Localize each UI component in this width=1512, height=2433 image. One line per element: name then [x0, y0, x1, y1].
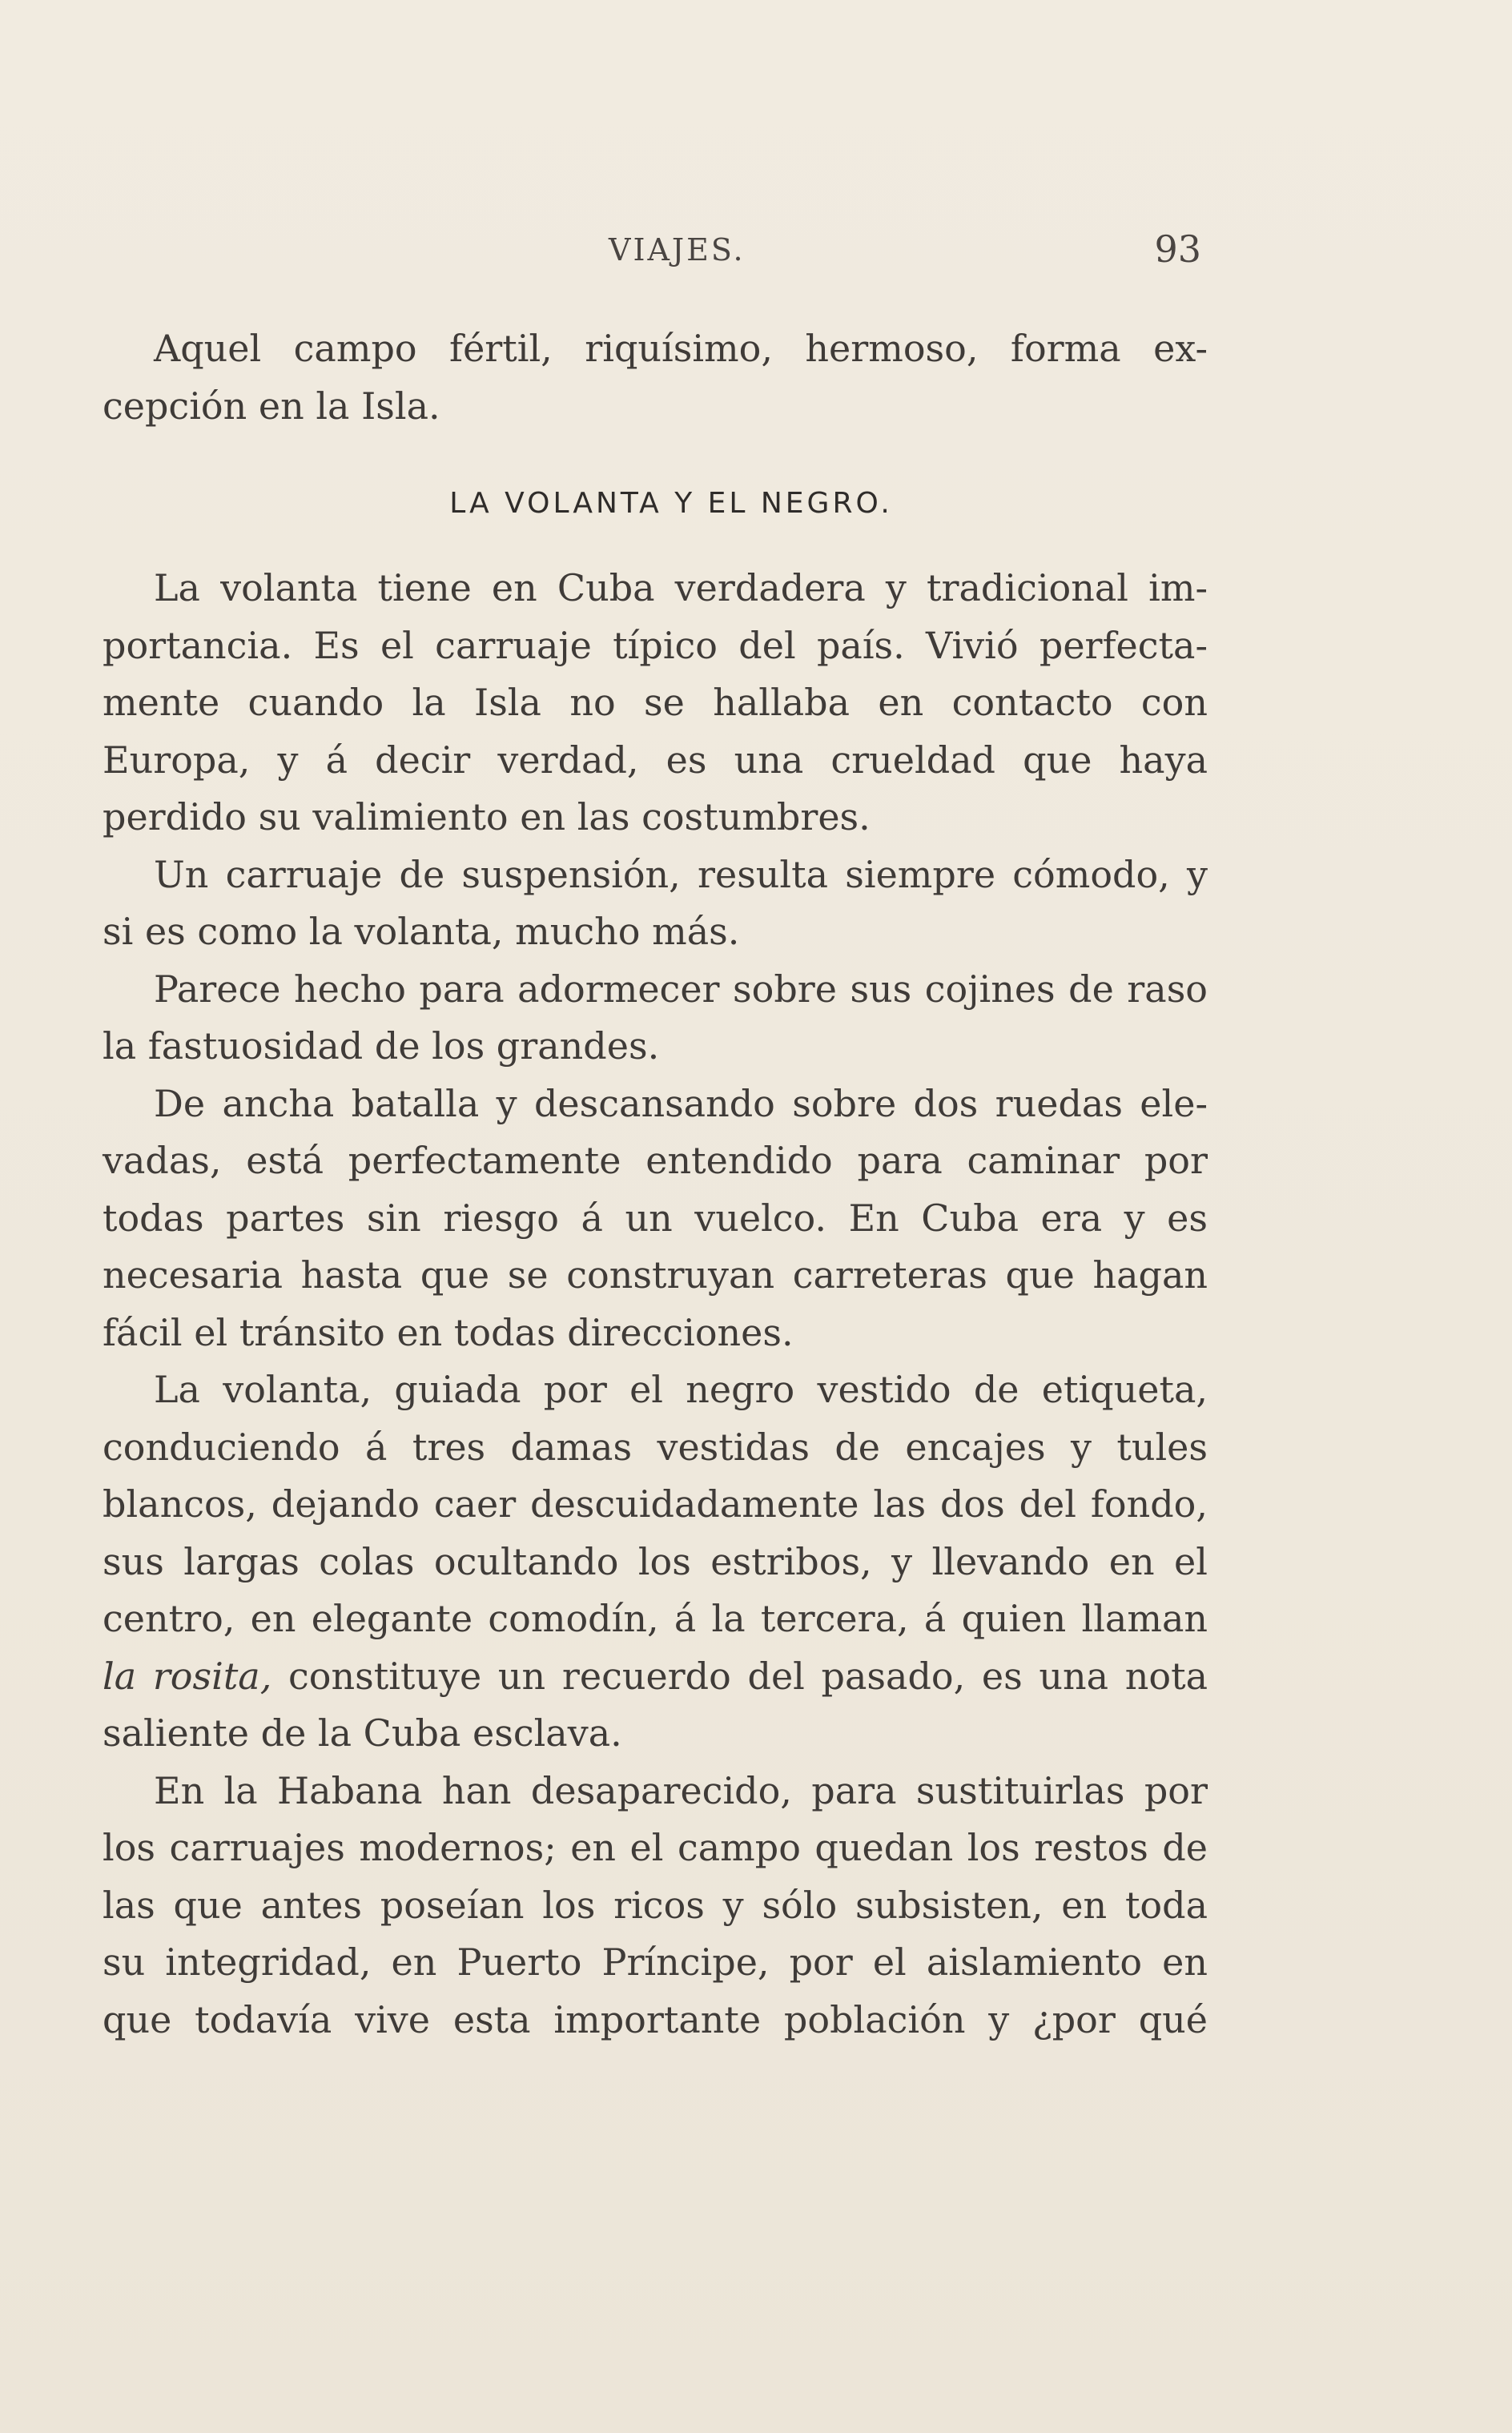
text-line: cepción en la Isla. — [103, 384, 440, 428]
italic-phrase: la rosita, — [103, 1654, 272, 1698]
text-line: conduciendo á tres damas vestidas de encajes y tules — [103, 1425, 1208, 1469]
text-line: perdido su valimiento en las costumbres. — [103, 795, 871, 838]
text-line: su integridad, en Puerto Príncipe, por el aislamiento en — [103, 1940, 1208, 1984]
text-line: sus largas colas ocultando los estribos, y llevando en el — [103, 1539, 1208, 1583]
text-line: mente cuando la Isla no se hallaba en contacto con — [103, 681, 1208, 724]
text-line: Parece hecho para adormecer sobre sus cojines de raso — [154, 967, 1208, 1011]
section-heading: LA VOLANTA Y EL NEGRO. — [449, 487, 893, 520]
text-line: los carruajes modernos; en el campo quedan los restos de — [103, 1826, 1208, 1869]
text-line: Europa, y á decir verdad, es una crueldad que haya — [103, 738, 1208, 782]
text-line: que todavía vive esta importante población y ¿por qué — [103, 1997, 1208, 2041]
page-header — [112, 227, 1201, 280]
text-line: blancos, dejando caer descuidadamente las dos del fondo, — [103, 1482, 1208, 1526]
text-line-with-italic — [103, 1648, 1208, 1706]
text-line: saliente de la Cuba esclava. — [103, 1711, 622, 1755]
text-fragment: constituye un recuerdo del pasado, es una nota — [271, 1654, 1208, 1698]
text-line: En la Habana han desaparecido, para sustituirlas por — [154, 1768, 1208, 1812]
page-number: 93 — [1154, 227, 1201, 271]
text-line: centro, en elegante comodín, á la tercera, á quien llaman — [103, 1597, 1208, 1640]
text-line: vadas, está perfectamente entendido para caminar por — [103, 1139, 1208, 1182]
text-line: las que antes poseían los ricos y sólo subsisten, en toda — [103, 1883, 1208, 1927]
text-line: la fastuosidad de los grandes. — [103, 1024, 660, 1068]
text-line: La volanta, guiada por el negro vestido de etiqueta, — [154, 1368, 1208, 1411]
text-line: De ancha batalla y descansando sobre dos ruedas ele- — [154, 1081, 1208, 1125]
text-line: Un carruaje de suspensión, resulta siempre cómodo, y — [154, 852, 1208, 896]
text-line: si es como la volanta, mucho más. — [103, 910, 740, 953]
text-line: La volanta tiene en Cuba verdadera y tradicional im- — [154, 566, 1208, 609]
text-line: portancia. Es el carruaje típico del país. Vivió perfecta- — [103, 623, 1208, 667]
text-line: necesaria hasta que se construyan carreteras que hagan — [103, 1253, 1208, 1297]
running-title: VIAJES. — [609, 232, 746, 267]
text-line: todas partes sin riesgo á un vuelco. En Cuba era y es — [103, 1196, 1208, 1240]
text-line: fácil el tránsito en todas direcciones. — [103, 1310, 794, 1354]
text-line: Aquel campo fértil, riquísimo, hermoso, forma ex- — [154, 327, 1208, 370]
page-text — [103, 320, 1208, 2049]
